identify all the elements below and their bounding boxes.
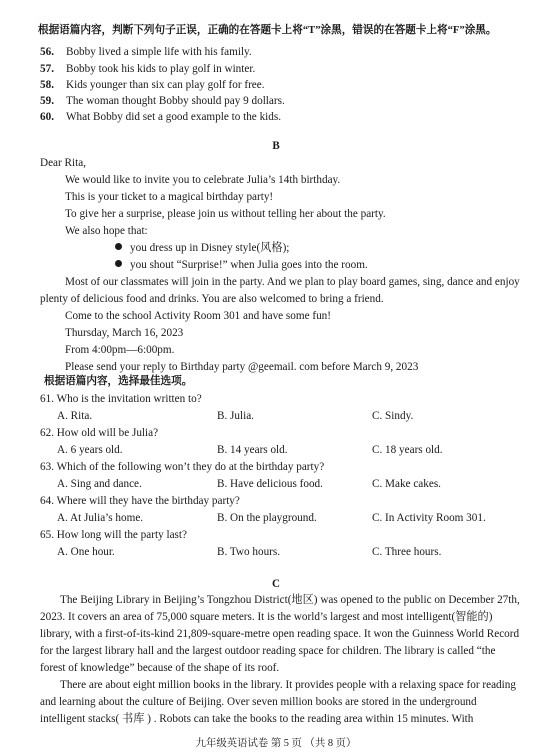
question-stem: 62. How old will be Julia? (40, 427, 159, 439)
passage-line: and learning about the culture of Beijing. Over seven million books are stored in the underground (40, 696, 477, 708)
option-b: B. Have delicious food. (217, 478, 323, 490)
venue-line: Come to the school Activity Room 301 and have some fun! (65, 310, 331, 322)
passage-line: 2023. It covers an area of 75,000 square meters. It is the world’s largest and most intelligent(智能的) (40, 611, 493, 623)
option-c: C. Three hours. (372, 546, 442, 558)
passage-line: There are about eight million books in the library. It provides people with a relaxing space for reading (60, 679, 516, 691)
tf-item: 58. Kids younger than six can play golf for free. (40, 79, 265, 91)
passage-line: for the largest library hall and the largest outdoor reading space for children. The library is called “the (40, 645, 496, 657)
bullet-item: you shout “Surprise!” when Julia goes into the room. (115, 257, 368, 273)
option-b: B. On the playground. (217, 512, 317, 524)
invitation-line: We would like to invite you to celebrate Julia’s 14th birthday. (65, 174, 341, 186)
option-b: B. Julia. (217, 410, 254, 422)
option-c: C. 18 years old. (372, 444, 443, 456)
section-c-heading: C (272, 578, 281, 590)
paragraph-line: Most of our classmates will join in the party. And we plan to play board games, sing, dance and enjoy (65, 276, 520, 288)
multiple-choice-instruction: 根据语篇内容，选择最佳选项。 (44, 376, 193, 387)
option-c: C. In Activity Room 301. (372, 512, 486, 524)
question-stem: 61. Who is the invitation written to? (40, 393, 202, 405)
bullet-icon (115, 243, 122, 250)
passage-line: The Beijing Library in Beijing’s Tongzhou District(地区) was opened to the public on December 27th, (60, 594, 520, 606)
option-c: C. Sindy. (372, 410, 414, 422)
option-a: A. 6 years old. (57, 444, 123, 456)
bullet-icon (115, 260, 122, 267)
tf-item: 57. Bobby took his kids to play golf in winter. (40, 63, 256, 75)
page-footer: 九年级英语试卷 第 5 页 （共 8 页） (195, 738, 357, 749)
section-b-heading: B (272, 140, 280, 152)
tf-item: 56. Bobby lived a simple life with his family. (40, 46, 252, 58)
invitation-line: We also hope that: (65, 225, 148, 237)
option-c: C. Make cakes. (372, 478, 441, 490)
time-line: From 4:00pm—6:00pm. (65, 344, 175, 356)
question-stem: 63. Which of the following won’t they do at the birthday party? (40, 461, 325, 473)
option-b: B. Two hours. (217, 546, 281, 558)
paragraph-line: plenty of delicious food and drinks. You are also welcomed to bring a friend. (40, 293, 384, 305)
reply-line: Please send your reply to Birthday party @geemail. com before March 9, 2023 (65, 361, 419, 373)
tf-item: 60. What Bobby did set a good example to the kids. (40, 111, 282, 123)
option-a: A. Sing and dance. (57, 478, 142, 490)
date-line: Thursday, March 16, 2023 (65, 327, 184, 339)
true-false-instruction: 根据语篇内容，判断下列句子正误，正确的在答题卡上将“T”涂黑，错误的在答题卡上将“F”涂黑。 (38, 25, 497, 36)
question-stem: 64. Where will they have the birthday party? (40, 495, 240, 507)
passage-line: forest of knowledge” because of the shape of its roof. (40, 662, 280, 674)
option-a: A. At Julia’s home. (57, 512, 144, 524)
passage-line: intelligent stacks( 书库 ) . Robots can take the books to the reading area within 15 minutes. With (40, 713, 474, 725)
salutation: Dear Rita, (40, 157, 86, 169)
invitation-line: To give her a surprise, please join us without telling her about the party. (65, 208, 386, 220)
question-stem: 65. How long will the party last? (40, 529, 187, 541)
option-b: B. 14 years old. (217, 444, 288, 456)
passage-line: library, with a first-of-its-kind 21,809-square-metre open reading space. It won the Guinness World Record (40, 628, 520, 640)
option-a: A. One hour. (57, 546, 115, 558)
bullet-item: you dress up in Disney style(风格); (115, 240, 289, 256)
invitation-line: This is your ticket to a magical birthday party! (65, 191, 274, 203)
tf-item: 59. The woman thought Bobby should pay 9 dollars. (40, 95, 285, 107)
option-a: A. Rita. (57, 410, 93, 422)
